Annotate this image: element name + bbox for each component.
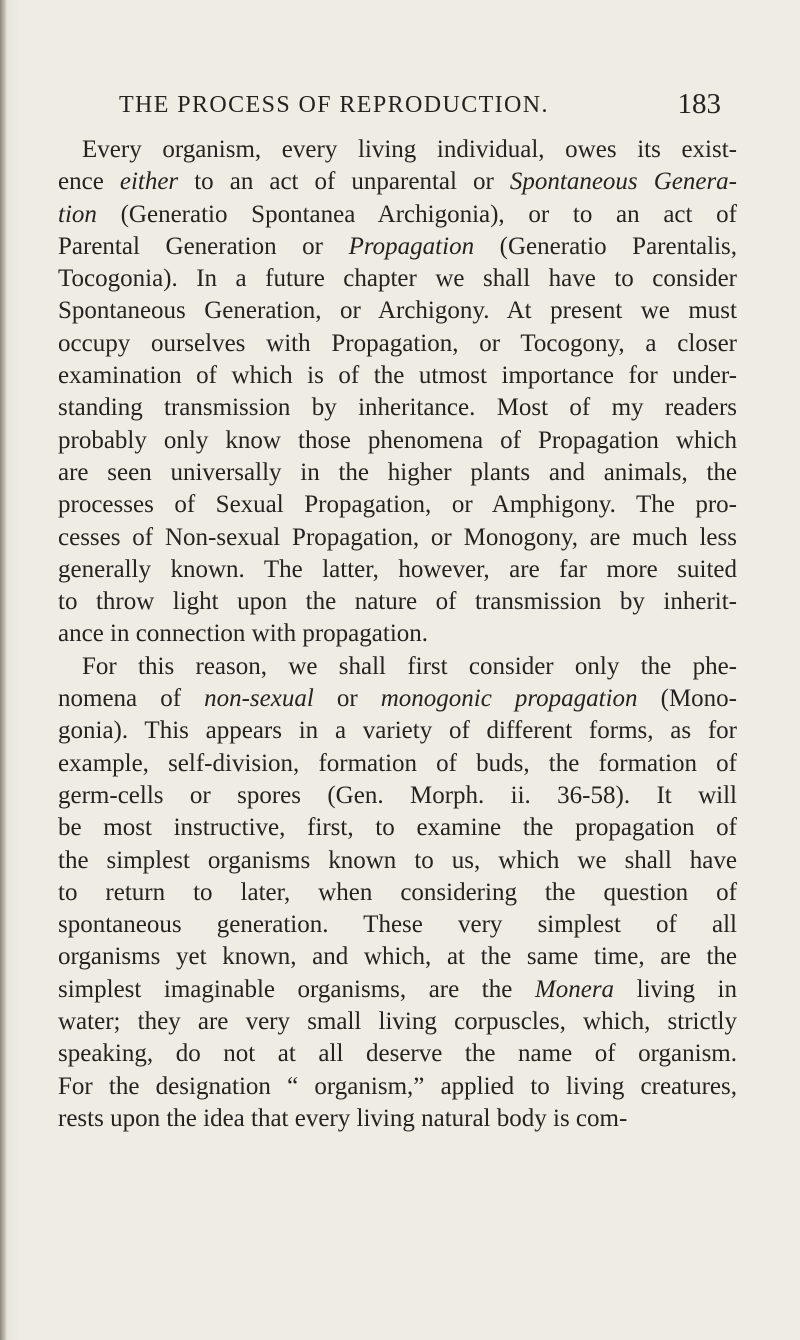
body-text — [58, 134, 737, 1135]
text-line — [58, 489, 737, 521]
text-line — [58, 974, 737, 1006]
text-line — [58, 845, 737, 877]
text-run: living in — [614, 975, 737, 1003]
text-run: Every organism, every living individual, owes its exist- — [82, 136, 737, 163]
running-title: THE PROCESS OF REPRODUCTION. — [119, 92, 549, 118]
page-binding-edge — [0, 0, 7, 1340]
text-run: or — [313, 685, 381, 713]
text-run: spontaneous generation. These very simplest of all — [58, 911, 737, 939]
italic-text-run: monogonic propagation — [380, 685, 638, 713]
text-line — [58, 1103, 737, 1135]
text-run: speaking, do not at all deserve the name of organism. — [58, 1040, 737, 1068]
page-number: 183 — [677, 88, 721, 120]
text-run: are seen universally in the higher plants and animals, the — [58, 458, 737, 486]
text-run: ance in connection with propagation. — [58, 620, 429, 648]
text-line — [58, 360, 737, 392]
text-line — [58, 1038, 737, 1070]
text-line — [58, 812, 737, 844]
text-line — [58, 877, 737, 909]
italic-text-run: Propagation — [348, 232, 475, 260]
text-run: (Mono- — [637, 685, 737, 713]
text-run: water; they are very small living corpuscles, which, strictly — [58, 1008, 737, 1036]
text-run: generally known. The latter, however, are far more suited — [58, 555, 737, 583]
text-run: processes of Sexual Propagation, or Amphigony. The pro- — [58, 491, 737, 519]
text-run: to throw light upon the nature of transmission by inherit- — [58, 588, 737, 616]
text-run: standing transmission by inheritance. Most of my readers — [58, 394, 737, 422]
text-run: ence — [58, 168, 120, 196]
text-run: Tocogonia). In a future chapter we shall have to consider — [58, 265, 737, 293]
text-run: Parental Generation or — [58, 232, 349, 260]
text-run: cesses of Non-sexual Propagation, or Monogony, are much less — [58, 523, 737, 551]
text-run: rests upon the idea that every living natural body is com- — [58, 1104, 628, 1132]
italic-text-run: either — [119, 168, 179, 196]
text-run: (Generatio Spontanea Archigonia), or to an act of — [96, 200, 737, 228]
text-line — [58, 651, 737, 683]
text-run: occupy ourselves with Propagation, or Tocogony, a closer — [58, 329, 737, 357]
running-head — [58, 88, 774, 128]
text-run: to return to later, when considering the question of — [58, 878, 737, 906]
text-run: probably only know those phenomena of Propagation which — [58, 426, 737, 454]
text-line — [58, 295, 737, 327]
text-line — [58, 328, 737, 360]
text-line — [58, 586, 737, 618]
text-line — [58, 166, 737, 198]
text-line — [58, 1006, 737, 1038]
text-run: the simplest organisms known to us, which we shall have — [58, 846, 737, 874]
text-run: For this reason, we shall first consider only the phe- — [82, 652, 737, 680]
text-line — [58, 941, 737, 973]
text-run: For the designation “ organism,” applied to living creatures, — [58, 1072, 737, 1100]
text-line — [58, 748, 737, 780]
italic-text-run: Spontaneous Genera- — [509, 168, 737, 196]
text-line — [58, 134, 737, 166]
text-run: gonia). This appears in a variety of different forms, as for — [58, 717, 737, 745]
text-line — [58, 457, 737, 489]
text-line — [58, 231, 737, 263]
text-run: example, self-division, formation of buds, the formation of — [58, 749, 737, 777]
text-line — [58, 425, 737, 457]
text-line — [58, 263, 737, 295]
text-run: organisms yet known, and which, at the same time, are the — [58, 943, 737, 971]
text-run: (Generatio Parentalis, — [474, 232, 738, 260]
text-run: simplest imaginable organisms, are the — [58, 975, 535, 1003]
italic-text-run: Monera — [534, 975, 615, 1003]
text-line — [58, 522, 737, 554]
italic-text-run: non-sexual — [204, 685, 314, 713]
text-line — [58, 715, 737, 747]
text-run: be most instructive, first, to examine the propagation of — [58, 814, 737, 842]
text-run: examination of which is of the utmost importance for under- — [58, 362, 737, 390]
text-line — [58, 392, 737, 424]
text-line — [58, 618, 737, 650]
italic-text-run: tion — [58, 200, 97, 228]
text-run: nomena of — [58, 685, 205, 713]
text-line — [58, 1071, 737, 1103]
text-line — [58, 683, 737, 715]
text-run: Spontaneous Generation, or Archigony. At present we must — [58, 297, 737, 325]
text-line — [58, 554, 737, 586]
text-line — [58, 780, 737, 812]
text-line — [58, 909, 737, 941]
text-line — [58, 199, 737, 231]
text-run: germ-cells or spores (Gen. Morph. ii. 36-58). It will — [58, 781, 737, 809]
text-run: to an act of unparental or — [178, 168, 510, 196]
